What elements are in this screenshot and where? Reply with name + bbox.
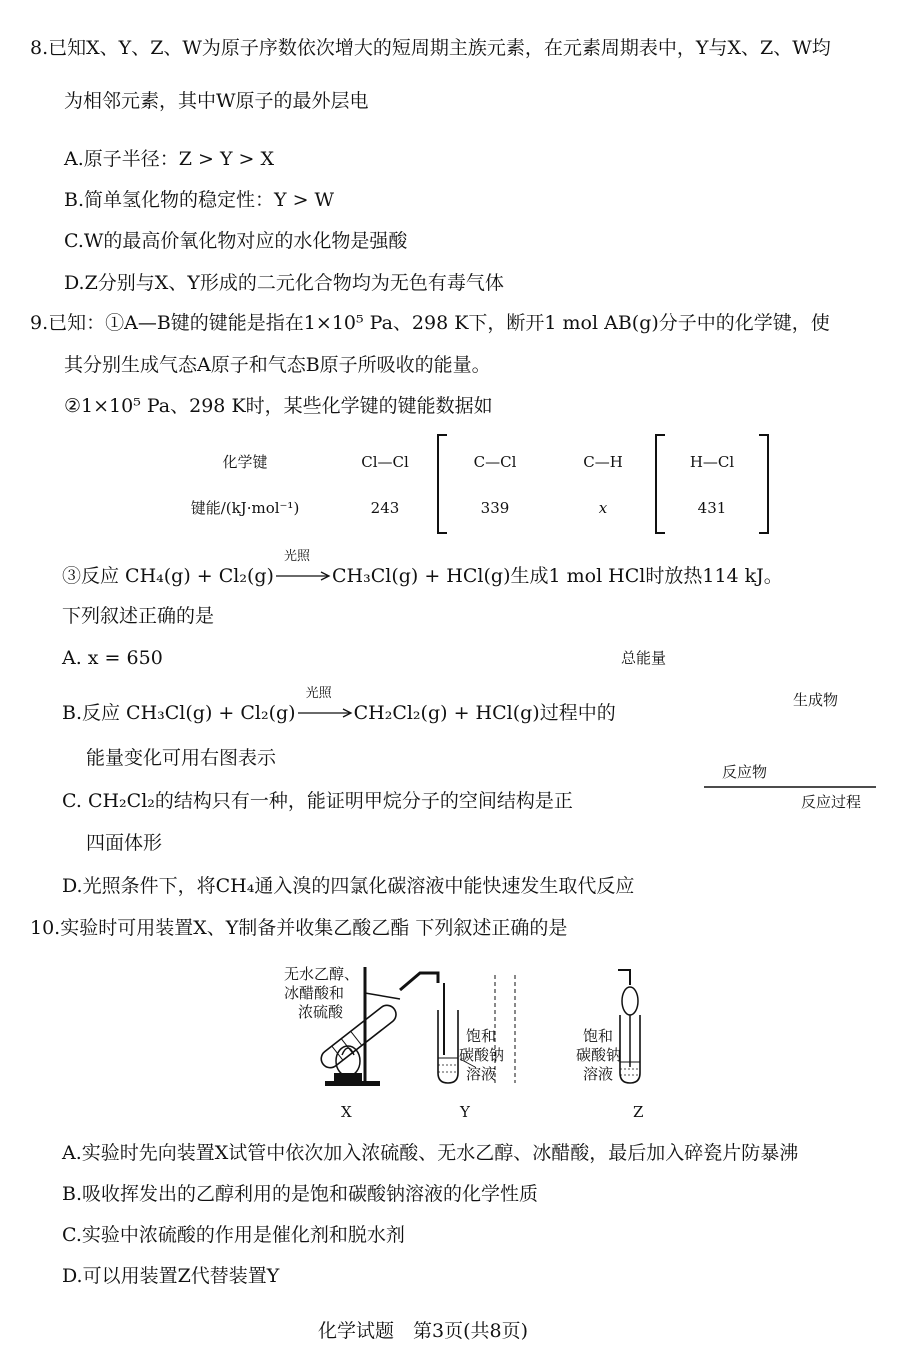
- q10-option-d: D.可以用装置Z代替装置Y: [62, 1265, 280, 1287]
- table-bracket-left-2: [655, 434, 665, 534]
- q10-option-c: C.实验中浓硫酸的作用是催化剂和脱水剂: [62, 1224, 405, 1246]
- option-b-condition: 光照: [305, 686, 332, 701]
- z-solution-label-2: 碳酸钠: [576, 1046, 622, 1064]
- q9-option-c-line2: 四面体形: [86, 832, 163, 854]
- q8-option-c: C.W的最高价氧化物对应的水化物是强酸: [64, 230, 408, 252]
- z-solution-label-1: 饱和: [583, 1027, 614, 1045]
- y-solution-label-1: 饱和: [466, 1027, 497, 1045]
- caption-y: Y: [460, 1103, 470, 1121]
- table-energy-c-h: x: [598, 499, 608, 517]
- q9-stem-line3: ②1×10⁵ Pa、298 K时，某些化学键的键能数据如: [64, 395, 493, 417]
- table-bond-h-cl: H—Cl: [689, 453, 735, 471]
- table-bracket-right: [759, 434, 769, 534]
- q9-reaction: [62, 549, 783, 589]
- table-bond-c-cl: C—Cl: [473, 453, 517, 471]
- q10-stem: 10.实验时可用装置X、Y制备并收集乙酸乙酯 下列叙述正确的是: [30, 917, 568, 939]
- reaction-arrow: [274, 549, 332, 589]
- q9-question: 下列叙述正确的是: [62, 605, 215, 627]
- y-solution-label-2: 碳酸钠: [459, 1046, 505, 1064]
- q10-option-a: A.实验时先向装置X试管中依次加入浓硫酸、无水乙醇、冰醋酸，最后加入碎瓷片防暴沸: [62, 1142, 799, 1164]
- q8-stem-line1: 8.已知X、Y、Z、W为原子序数依次增大的短周期主族元素，在元素周期表中，Y与X、Z、W均: [30, 37, 831, 59]
- table-bond-c-h: C—H: [583, 453, 623, 471]
- reactant-level-line: [704, 782, 884, 792]
- page-footer: 化学试题 第3页(共8页): [318, 1320, 529, 1342]
- table-bracket-left-1: [437, 434, 447, 534]
- caption-x: X: [341, 1103, 352, 1121]
- q9-stem-line1: 9.已知：①A—B键的键能是指在1×10⁵ Pa、298 K下，断开1 mol AB(g)分子中的化学键，使: [30, 312, 830, 334]
- q8-option-b: B.简单氢化物的稳定性：Y > W: [64, 189, 335, 211]
- q8-stem-line2: 为相邻元素，其中W原子的最外层电: [64, 90, 369, 112]
- table-energy-cl-cl: 243: [370, 499, 400, 517]
- z-solution-label-3: 溶液: [583, 1065, 614, 1083]
- product-label: 生成物: [793, 691, 839, 709]
- energy-axis-label: 总能量: [621, 649, 667, 667]
- reaction-condition: 光照: [283, 549, 310, 564]
- option-b-left-side: B.反应 CH₃Cl(g) + Cl₂(g): [62, 702, 296, 724]
- q9-stem-line2: 其分别生成气态A原子和气态B原子所吸收的能量。: [64, 354, 491, 376]
- x-reagent-label-1: 无水乙醇、: [284, 965, 360, 983]
- q9-option-d: D.光照条件下，将CH₄通入溴的四氯化碳溶液中能快速发生取代反应: [62, 875, 635, 897]
- table-header-bond: 化学键: [222, 453, 268, 471]
- q8-option-a: A.原子半径：Z > Y > X: [64, 148, 275, 170]
- q8-option-d: D.Z分别与X、Y形成的二元化合物均为无色有毒气体: [64, 272, 504, 294]
- q9-option-b-line2: 能量变化可用右图表示: [86, 747, 277, 769]
- x-reagent-label-3: 浓硫酸: [298, 1003, 344, 1021]
- q9-option-a: A. x = 650: [62, 647, 163, 669]
- table-energy-h-cl: 431: [697, 499, 727, 517]
- table-energy-c-cl: 339: [480, 499, 510, 517]
- reaction-arrow-icon: [274, 563, 332, 589]
- q10-option-b: B.吸收挥发出的乙醇利用的是饱和碳酸钠溶液的化学性质: [62, 1183, 539, 1205]
- y-solution-label-3: 溶液: [466, 1065, 497, 1083]
- reaction-process-label: 反应过程: [801, 793, 862, 811]
- option-b-arrow-icon: [296, 700, 354, 726]
- option-b-right-side: CH₂Cl₂(g) + HCl(g)过程中的: [353, 702, 616, 724]
- q9-option-c-line1: C. CH₂Cl₂的结构只有一种，能证明甲烷分子的空间结构是正: [62, 790, 573, 812]
- reactant-label: 反应物: [722, 763, 768, 781]
- reaction-left-side: ③反应 CH₄(g) + Cl₂(g): [62, 565, 274, 587]
- reaction-right-side: CH₃Cl(g) + HCl(g)生成1 mol HCl时放热114 kJ。: [331, 565, 783, 587]
- x-reagent-label-2: 冰醋酸和: [284, 984, 345, 1002]
- table-bond-cl-cl: Cl—Cl: [361, 453, 409, 471]
- q9-option-b: [62, 686, 616, 726]
- table-header-energy: 键能/(kJ·mol⁻¹): [190, 499, 300, 517]
- option-b-arrow: [296, 686, 354, 726]
- caption-z: Z: [633, 1103, 644, 1121]
